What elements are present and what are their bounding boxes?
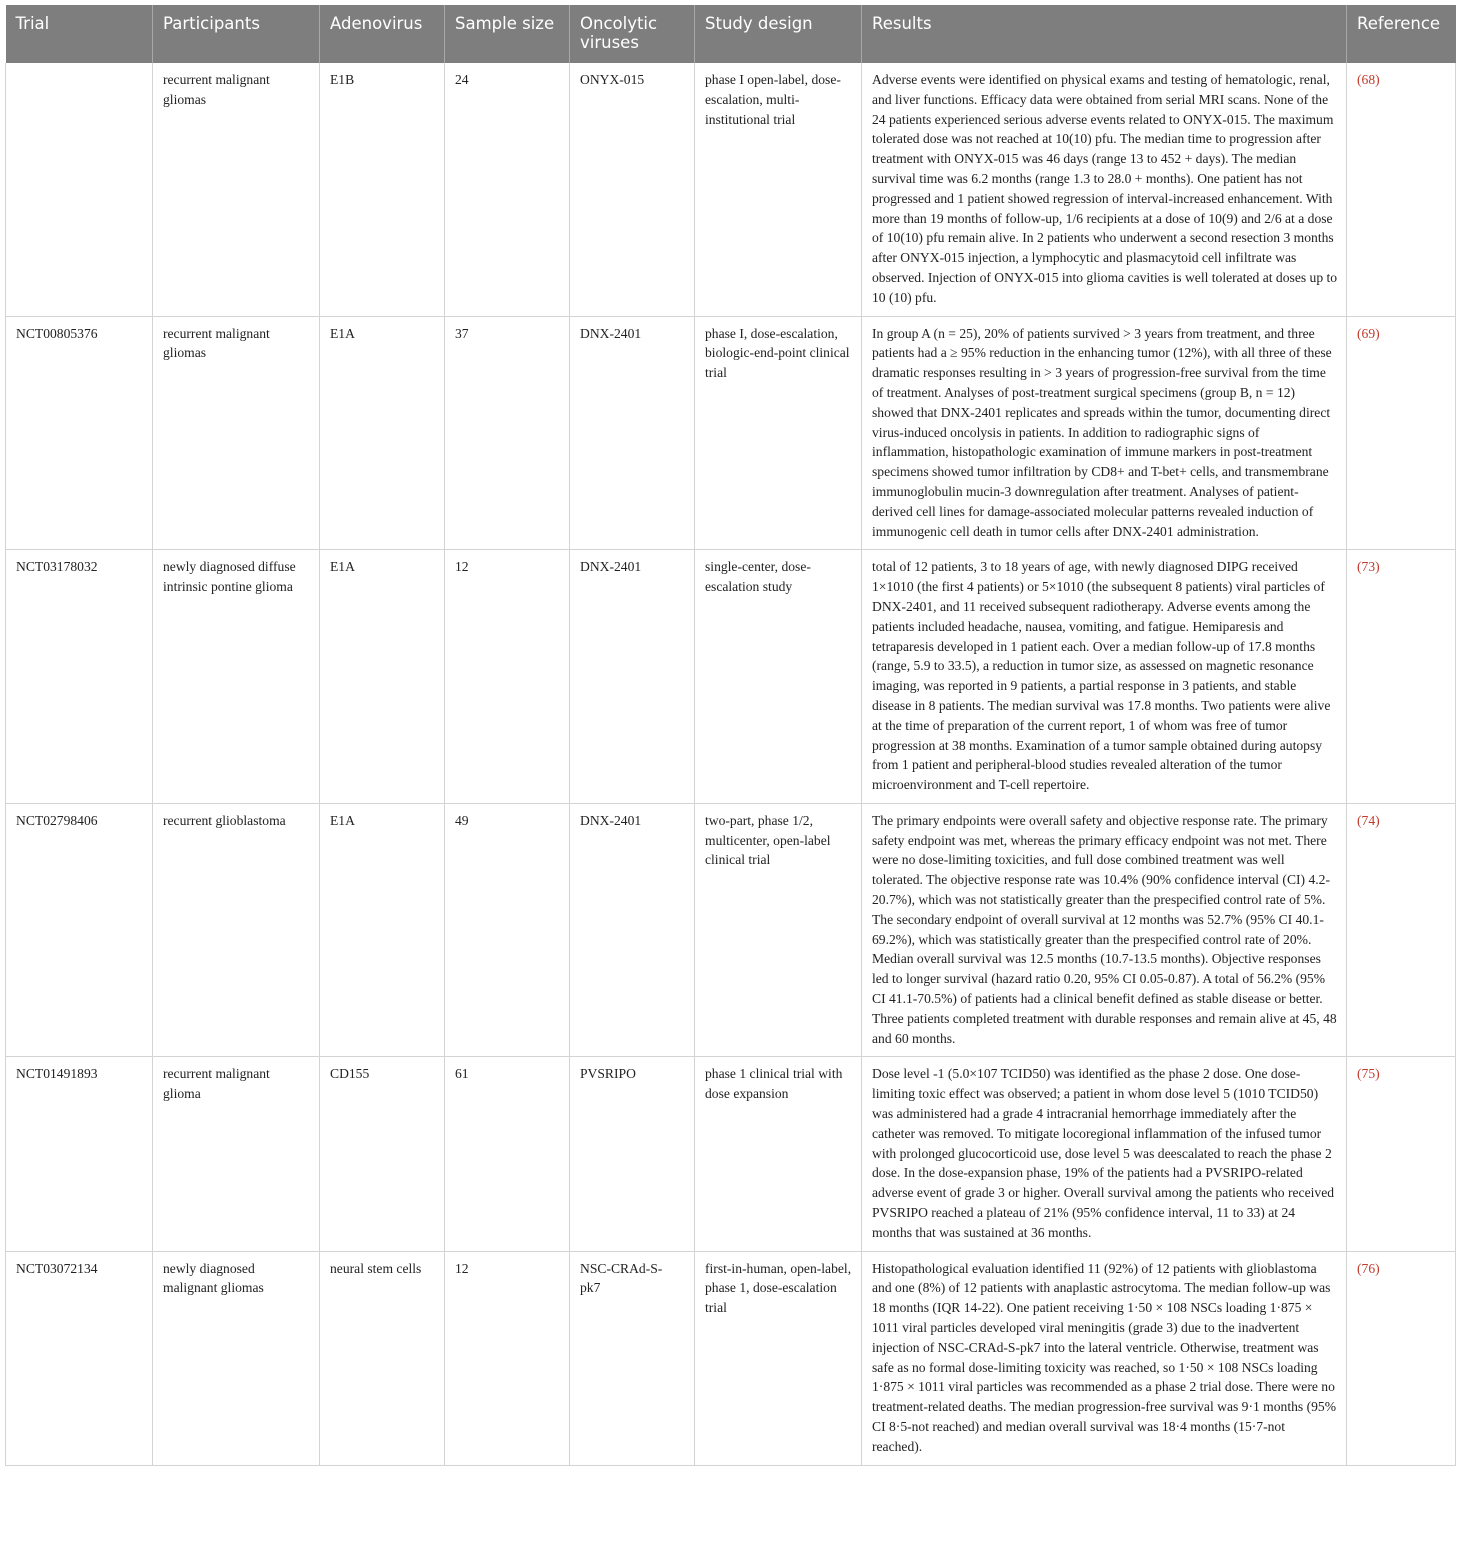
cell-reference	[1347, 803, 1456, 1057]
table-row	[6, 550, 1456, 804]
table-row	[6, 316, 1456, 550]
cell-sample-size: 37	[445, 316, 570, 550]
reference-link[interactable]: (76)	[1357, 1260, 1380, 1276]
cell-trial: NCT03072134	[6, 1251, 153, 1465]
table-row	[6, 63, 1456, 316]
cell-adenovirus: E1A	[320, 316, 445, 550]
cell-participants: recurrent glioblastoma	[153, 803, 320, 1057]
cell-participants: recurrent malignant gliomas	[153, 316, 320, 550]
cell-sample-size: 49	[445, 803, 570, 1057]
cell-study-design: phase I open-label, dose-escalation, multi-institutional trial	[695, 63, 862, 316]
cell-adenovirus: E1B	[320, 63, 445, 316]
clinical-trials-table	[5, 5, 1456, 1466]
cell-trial: NCT03178032	[6, 550, 153, 804]
cell-sample-size: 24	[445, 63, 570, 316]
column-header-participants: Participants	[153, 5, 320, 63]
cell-trial	[6, 63, 153, 316]
cell-adenovirus: E1A	[320, 550, 445, 804]
cell-results: Histopathological evaluation identified 11 (92%) of 12 patients with glioblastoma and one (8%) of 12 patients with anaplastic astrocytoma. The median follow-up was 18 months (IQR 14-22). One patient receiving 1·50 × 108 NSCs loading 1·875 × 1011 viral particles developed viral meningitis (grade 3) due to the inadvertent injection of NSC-CRAd-S-pk7 into the lateral ventricle. Otherwise, treatment was safe as no formal dose-limiting toxicity was reached, so 1·50 × 108 NSCs loading 1·875 × 1011 viral particles was recommended as a phase 2 trial dose. There were no treatment-related deaths. The median progression-free survival was 9·1 months (95% CI 8·5-not reached) and median overall survival was 18·4 months (15·7-not reached).	[862, 1251, 1347, 1465]
cell-results: total of 12 patients, 3 to 18 years of age, with newly diagnosed DIPG received 1×1010 (the first 4 patients) or 5×1010 (the subsequent 8 patients) viral particles of DNX-2401, and 11 received subsequent radiotherapy. Adverse events among the patients included headache, nausea, vomiting, and fatigue. Hemiparesis and tetraparesis developed in 1 patient each. Over a median follow-up of 17.8 months (range, 5.9 to 33.5), a reduction in tumor size, as assessed on magnetic resonance imaging, was reported in 9 patients, a partial response in 3 patients, and stable disease in 8 patients. The median survival was 17.8 months. Two patients were alive at the time of preparation of the current report, 1 of whom was free of tumor progression at 38 months. Examination of a tumor sample obtained during autopsy from 1 patient and peripheral-blood studies revealed alteration of the tumor microenvironment and T-cell repertoire.	[862, 550, 1347, 804]
cell-reference	[1347, 63, 1456, 316]
cell-trial: NCT01491893	[6, 1057, 153, 1251]
cell-reference	[1347, 1057, 1456, 1251]
cell-results: Dose level -1 (5.0×107 TCID50) was identified as the phase 2 dose. One dose-limiting toxic effect was observed; a patient in whom dose level 5 (1010 TCID50) was administered had a grade 4 intracranial hemorrhage immediately after the catheter was removed. To mitigate locoregional inflammation of the infused tumor with prolonged glucocorticoid use, dose level 5 was deescalated to reach the phase 2 dose. In the dose-expansion phase, 19% of the patients had a PVSRIPO-related adverse event of grade 3 or higher. Overall survival among the patients who received PVSRIPO reached a plateau of 21% (95% confidence interval, 11 to 33) at 24 months that was sustained at 36 months.	[862, 1057, 1347, 1251]
column-header-oncolytic-viruses: Oncolytic viruses	[570, 5, 695, 63]
reference-link[interactable]: (75)	[1357, 1066, 1380, 1082]
column-header-trial: Trial	[6, 5, 153, 63]
cell-sample-size: 61	[445, 1057, 570, 1251]
cell-oncolytic-virus: PVSRIPO	[570, 1057, 695, 1251]
cell-sample-size: 12	[445, 550, 570, 804]
cell-adenovirus: neural stem cells	[320, 1251, 445, 1465]
column-header-sample-size: Sample size	[445, 5, 570, 63]
cell-study-design: phase 1 clinical trial with dose expansion	[695, 1057, 862, 1251]
cell-participants: recurrent malignant gliomas	[153, 63, 320, 316]
cell-participants: recurrent malignant glioma	[153, 1057, 320, 1251]
cell-study-design: phase I, dose-escalation, biologic-end-point clinical trial	[695, 316, 862, 550]
cell-study-design: single-center, dose-escalation study	[695, 550, 862, 804]
column-header-reference: Reference	[1347, 5, 1456, 63]
table-row	[6, 1251, 1456, 1465]
table-header-row	[6, 5, 1456, 63]
column-header-results: Results	[862, 5, 1347, 63]
cell-trial: NCT02798406	[6, 803, 153, 1057]
reference-link[interactable]: (73)	[1357, 559, 1380, 575]
reference-link[interactable]: (68)	[1357, 72, 1380, 87]
cell-reference	[1347, 1251, 1456, 1465]
reference-link[interactable]: (74)	[1357, 812, 1380, 828]
table-row	[6, 803, 1456, 1057]
cell-reference	[1347, 550, 1456, 804]
cell-reference	[1347, 316, 1456, 550]
cell-participants: newly diagnosed diffuse intrinsic pontine glioma	[153, 550, 320, 804]
cell-results: The primary endpoints were overall safety and objective response rate. The primary safety endpoint was met, whereas the primary efficacy endpoint was not met. There were no dose-limiting toxicities, and full dose combined treatment was well tolerated. The objective response rate was 10.4% (90% confidence interval (CI) 4.2-20.7%), which was not statistically greater than the prespecified control rate of 5%. The secondary endpoint of overall survival at 12 months was 52.7% (95% CI 40.1-69.2%), which was statistically greater than the prespecified control rate of 20%. Median overall survival was 12.5 months (10.7-13.5 months). Objective responses led to longer survival (hazard ratio 0.20, 95% CI 0.05-0.87). A total of 56.2% (95% CI 41.1-70.5%) of patients had a clinical benefit defined as stable disease or better. Three patients completed treatment with durable responses and remain alive at 45, 48 and 60 months.	[862, 803, 1347, 1057]
cell-study-design: two-part, phase 1/2, multicenter, open-label clinical trial	[695, 803, 862, 1057]
cell-participants: newly diagnosed malignant gliomas	[153, 1251, 320, 1465]
cell-oncolytic-virus: DNX-2401	[570, 803, 695, 1057]
column-header-study-design: Study design	[695, 5, 862, 63]
cell-sample-size: 12	[445, 1251, 570, 1465]
cell-study-design: first-in-human, open-label, phase 1, dose-escalation trial	[695, 1251, 862, 1465]
column-header-adenovirus: Adenovirus	[320, 5, 445, 63]
reference-link[interactable]: (69)	[1357, 325, 1380, 341]
cell-oncolytic-virus: DNX-2401	[570, 316, 695, 550]
cell-results: Adverse events were identified on physical exams and testing of hematologic, renal, and liver functions. Efficacy data were obtained from serial MRI scans. None of the 24 patients experienced serious adverse events related to ONYX-015. The maximum tolerated dose was not reached at 10(10) pfu. The median time to progression after treatment with ONYX-015 was 46 days (range 13 to 452 + days). The median survival time was 6.2 months (range 1.3 to 28.0 + months). One patient has not progressed and 1 patient showed regression of interval-increased enhancement. With more than 19 months of follow-up, 1/6 recipients at a dose of 10(9) and 2/6 at a dose of 10(10) pfu remain alive. In 2 patients who underwent a second resection 3 months after ONYX-015 injection, a lymphocytic and plasmacytoid cell infiltrate was observed. Injection of ONYX-015 into glioma cavities is well tolerated at doses up to 10 (10) pfu.	[862, 63, 1347, 316]
table-row	[6, 1057, 1456, 1251]
cell-oncolytic-virus: DNX-2401	[570, 550, 695, 804]
cell-oncolytic-virus: ONYX-015	[570, 63, 695, 316]
cell-adenovirus: CD155	[320, 1057, 445, 1251]
cell-oncolytic-virus: NSC-CRAd-S-pk7	[570, 1251, 695, 1465]
cell-results: In group A (n = 25), 20% of patients survived > 3 years from treatment, and three patients had a ≥ 95% reduction in the enhancing tumor (12%), with all three of these dramatic responses resulting in > 3 years of progression-free survival from the time of treatment. Analyses of post-treatment surgical specimens (group B, n = 12) showed that DNX-2401 replicates and spreads within the tumor, documenting direct virus-induced oncolysis in patients. In addition to radiographic signs of inflammation, histopathologic examination of immune markers in post-treatment specimens showed tumor infiltration by CD8+ and T-bet+ cells, and transmembrane immunoglobulin mucin-3 downregulation after treatment. Analyses of patient-derived cell lines for damage-associated molecular patterns revealed induction of immunogenic cell death in tumor cells after DNX-2401 administration.	[862, 316, 1347, 550]
cell-trial: NCT00805376	[6, 316, 153, 550]
cell-adenovirus: E1A	[320, 803, 445, 1057]
